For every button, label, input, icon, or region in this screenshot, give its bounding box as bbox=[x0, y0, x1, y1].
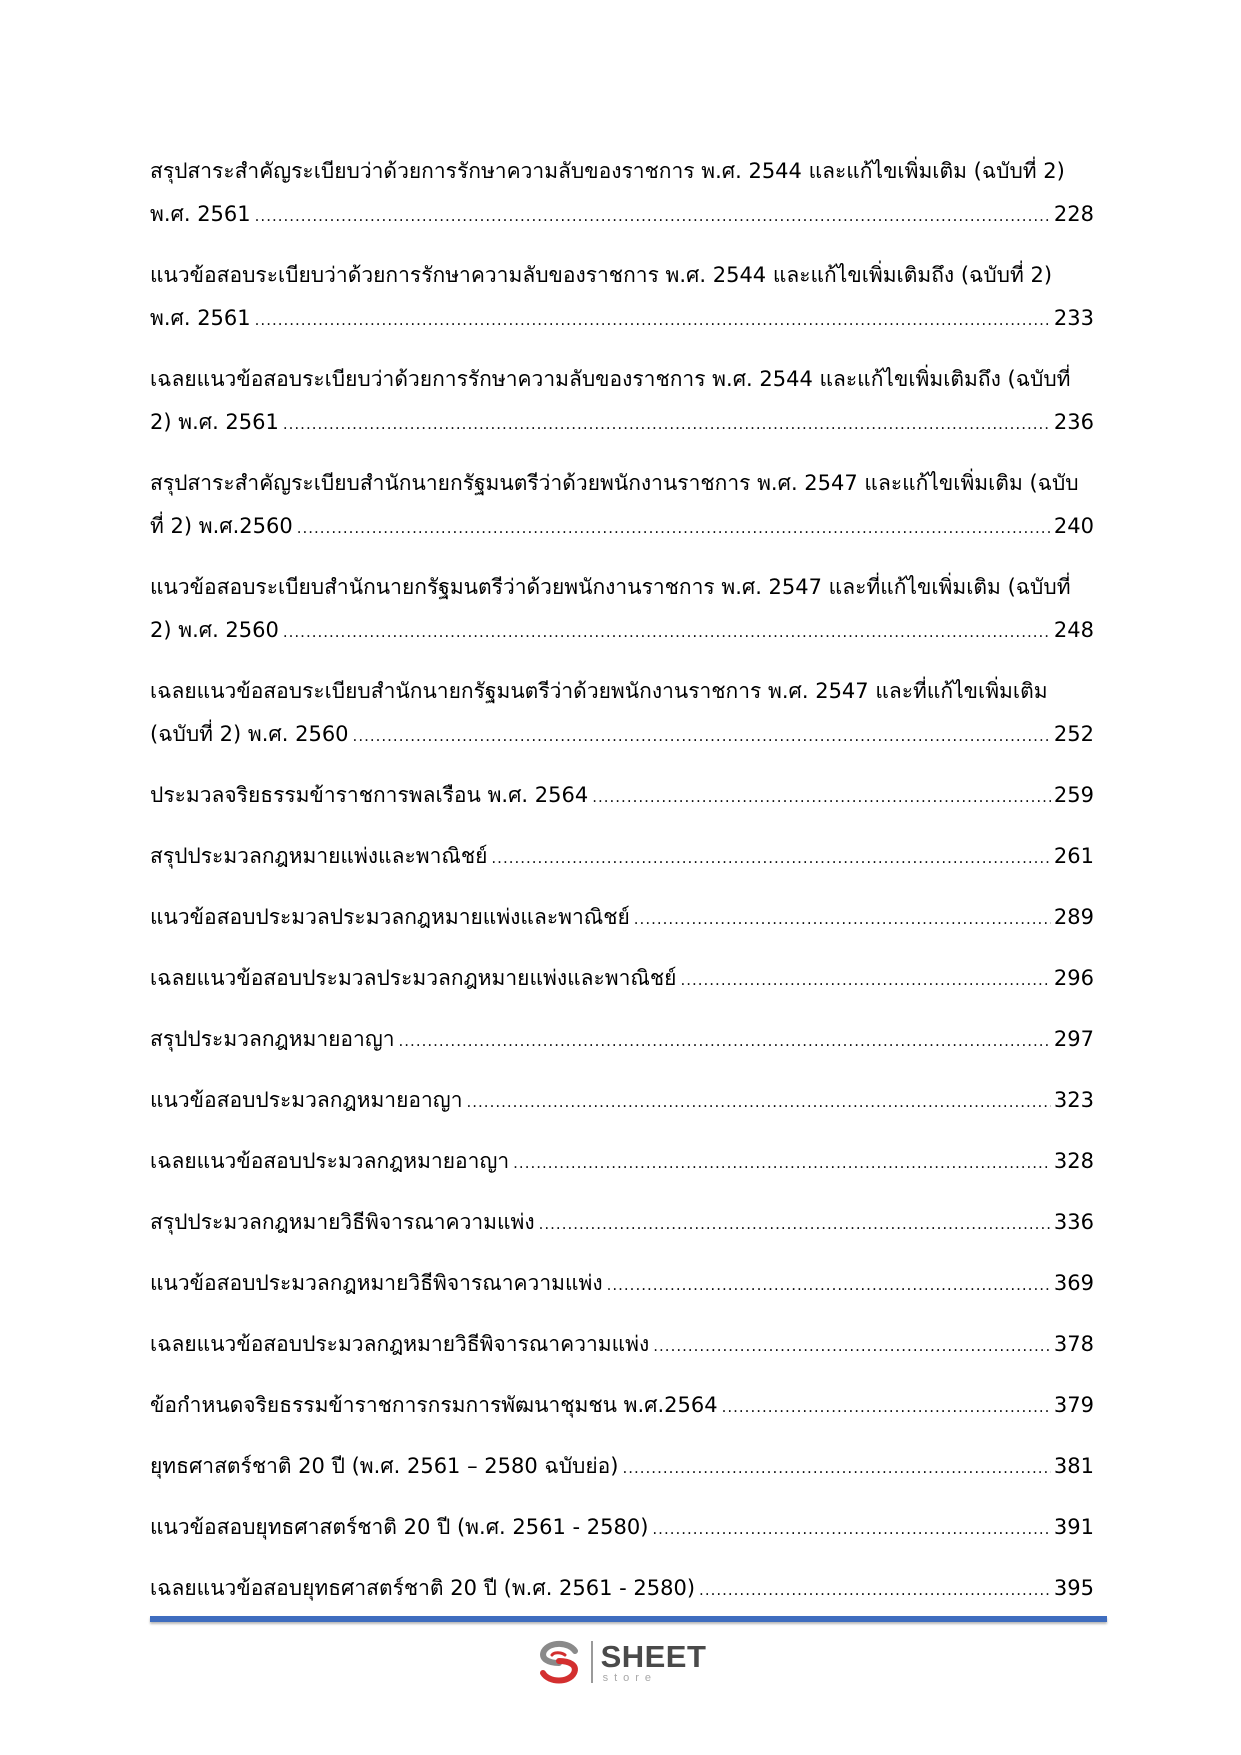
dot-leader bbox=[622, 1447, 1050, 1490]
toc-entry bbox=[150, 957, 1094, 1000]
toc-entry bbox=[150, 1262, 1094, 1305]
toc-entry-page-number: 240 bbox=[1053, 514, 1094, 538]
toc-entry-title: แนวข้อสอบประมวลกฎหมายวิธีพิจารณาความแพ่ง bbox=[150, 1271, 603, 1295]
logo-divider bbox=[591, 1641, 593, 1683]
toc-entry-title: แนวข้อสอบประมวลกฎหมายอาญา bbox=[150, 1088, 463, 1112]
toc-entry-title: แนวข้อสอบยุทธศาสตร์ชาติ 20 ปี (พ.ศ. 2561 - 2580) bbox=[150, 1515, 649, 1539]
toc-entry-title-end: ที่ 2) พ.ศ.2560 bbox=[150, 514, 293, 538]
toc-entry-lead-row bbox=[150, 297, 1094, 340]
toc-entry-lead-row bbox=[150, 896, 1094, 939]
toc-entry-title: เฉลยแนวข้อสอบยุทธศาสตร์ชาติ 20 ปี (พ.ศ. 2561 - 2580) bbox=[150, 1576, 696, 1600]
toc-entry bbox=[150, 896, 1094, 939]
dot-leader bbox=[592, 776, 1051, 819]
toc-entry-lead-row bbox=[150, 1079, 1094, 1122]
dot-leader bbox=[652, 1508, 1051, 1551]
toc-entry-title: เฉลยแนวข้อสอบประมวลประมวลกฎหมายแพ่งและพาณิชย์ bbox=[150, 966, 677, 990]
toc-entry-lead-row bbox=[150, 1018, 1094, 1061]
toc-entry-lead-row bbox=[150, 505, 1094, 548]
dot-leader bbox=[467, 1081, 1051, 1124]
toc-entry-page-number: 261 bbox=[1053, 844, 1094, 868]
toc-entry bbox=[150, 254, 1094, 340]
toc-entry-lead-row bbox=[150, 713, 1094, 756]
toc-entry-lead-row bbox=[150, 609, 1094, 652]
dot-leader bbox=[513, 1142, 1051, 1185]
toc-entry-page-number: 328 bbox=[1053, 1149, 1094, 1173]
toc-entry-title: สรุปประมวลกฎหมายแพ่งและพาณิชย์ bbox=[150, 844, 488, 868]
dot-leader bbox=[297, 507, 1051, 550]
toc-entry-page-number: 336 bbox=[1053, 1210, 1094, 1234]
dot-leader bbox=[634, 898, 1051, 941]
dot-leader bbox=[722, 1386, 1051, 1429]
toc-entry-page-number: 323 bbox=[1053, 1088, 1094, 1112]
toc-entry-page-number: 297 bbox=[1053, 1027, 1094, 1051]
page-footer bbox=[0, 1636, 1241, 1688]
toc-entry-page-number: 296 bbox=[1053, 966, 1094, 990]
toc-entry-page-number: 395 bbox=[1053, 1576, 1094, 1600]
toc-entry-page-number: 379 bbox=[1053, 1393, 1094, 1417]
toc-entry-lead-row bbox=[150, 774, 1094, 817]
toc-entry-lead-row bbox=[150, 1262, 1094, 1305]
toc-entry-page-number: 228 bbox=[1053, 202, 1094, 226]
sheet-store-logo bbox=[535, 1638, 707, 1686]
toc-entry-title-line: สรุปสาระสำคัญระเบียบว่าด้วยการรักษาความลับของราชการ พ.ศ. 2544 และแก้ไขเพิ่มเติม (ฉบับที่ 2) bbox=[150, 159, 1065, 183]
toc-entry-page-number: 369 bbox=[1053, 1271, 1094, 1295]
dot-leader bbox=[653, 1325, 1051, 1368]
toc-entry bbox=[150, 1445, 1094, 1488]
table-of-contents bbox=[150, 150, 1094, 1628]
toc-entry-title-line: เฉลยแนวข้อสอบระเบียบว่าด้วยการรักษาความลับของราชการ พ.ศ. 2544 และแก้ไขเพิ่มเติมถึง (ฉบับที่ bbox=[150, 367, 1071, 391]
toc-entry-lead-row bbox=[150, 957, 1094, 1000]
toc-entry-lead-row bbox=[150, 1506, 1094, 1549]
toc-entry-page-number: 378 bbox=[1053, 1332, 1094, 1356]
toc-entry-title-end: พ.ศ. 2561 bbox=[150, 306, 251, 330]
dot-leader bbox=[255, 195, 1051, 238]
toc-entry-lead-row bbox=[150, 193, 1094, 236]
toc-entry-title: เฉลยแนวข้อสอบประมวลกฎหมายวิธีพิจารณาความแพ่ง bbox=[150, 1332, 650, 1356]
toc-entry-lead-row bbox=[150, 1445, 1094, 1488]
toc-entry-title-end: พ.ศ. 2561 bbox=[150, 202, 251, 226]
toc-entry-page-number: 381 bbox=[1053, 1454, 1094, 1478]
toc-entry bbox=[150, 670, 1094, 756]
logo-word: SHEET bbox=[600, 1638, 707, 1674]
toc-entry bbox=[150, 150, 1094, 236]
dot-leader bbox=[491, 837, 1051, 880]
toc-entry-title-end: 2) พ.ศ. 2560 bbox=[150, 618, 279, 642]
toc-entry-page-number: 233 bbox=[1053, 306, 1094, 330]
toc-entry bbox=[150, 1140, 1094, 1183]
toc-entry-lead-row bbox=[150, 835, 1094, 878]
toc-entry bbox=[150, 774, 1094, 817]
toc-entry-title: แนวข้อสอบประมวลประมวลกฎหมายแพ่งและพาณิชย์ bbox=[150, 905, 630, 929]
toc-entry-page-number: 252 bbox=[1053, 722, 1094, 746]
dot-leader bbox=[539, 1203, 1051, 1246]
dot-leader bbox=[283, 403, 1051, 446]
toc-entry-lead-row bbox=[150, 1201, 1094, 1244]
toc-entry-page-number: 248 bbox=[1053, 618, 1094, 642]
toc-entry-page-number: 391 bbox=[1053, 1515, 1094, 1539]
toc-entry-title-line: แนวข้อสอบระเบียบสำนักนายกรัฐมนตรีว่าด้วยพนักงานราชการ พ.ศ. 2547 และที่แก้ไขเพิ่มเติม (ฉบับที่ bbox=[150, 575, 1071, 599]
toc-entry bbox=[150, 1567, 1094, 1610]
toc-entry bbox=[150, 1384, 1094, 1427]
toc-entry bbox=[150, 358, 1094, 444]
sheet-store-emblem-icon bbox=[535, 1638, 583, 1686]
toc-entry-title: ประมวลจริยธรรมข้าราชการพลเรือน พ.ศ. 2564 bbox=[150, 783, 589, 807]
dot-leader bbox=[255, 299, 1051, 342]
toc-entry-title-end: 2) พ.ศ. 2561 bbox=[150, 410, 279, 434]
toc-entry-title: ข้อกำหนดจริยธรรมข้าราชการกรมการพัฒนาชุมชน พ.ศ.2564 bbox=[150, 1393, 718, 1417]
toc-entry-title: สรุปประมวลกฎหมายวิธีพิจารณาความแพ่ง bbox=[150, 1210, 535, 1234]
dot-leader bbox=[353, 715, 1051, 758]
toc-entry-lead-row bbox=[150, 1384, 1094, 1427]
dot-leader bbox=[399, 1020, 1051, 1063]
logo-subword: store bbox=[602, 1671, 658, 1684]
toc-entry-title-line: เฉลยแนวข้อสอบระเบียบสำนักนายกรัฐมนตรีว่าด้วยพนักงานราชการ พ.ศ. 2547 และที่แก้ไขเพิ่มเติม bbox=[150, 679, 1048, 703]
toc-entry bbox=[150, 1323, 1094, 1366]
toc-entry-lead-row bbox=[150, 1323, 1094, 1366]
dot-leader bbox=[680, 959, 1050, 1002]
dot-leader bbox=[699, 1569, 1051, 1612]
logo-wordmark bbox=[600, 1638, 707, 1684]
toc-entry-title-end: (ฉบับที่ 2) พ.ศ. 2560 bbox=[150, 722, 349, 746]
toc-entry bbox=[150, 566, 1094, 652]
toc-entry bbox=[150, 462, 1094, 548]
toc-entry-page-number: 259 bbox=[1053, 783, 1094, 807]
toc-entry-lead-row bbox=[150, 401, 1094, 444]
footer-divider-rule bbox=[150, 1616, 1107, 1622]
toc-entry-title: เฉลยแนวข้อสอบประมวลกฎหมายอาญา bbox=[150, 1149, 510, 1173]
toc-entry-title-line: แนวข้อสอบระเบียบว่าด้วยการรักษาความลับของราชการ พ.ศ. 2544 และแก้ไขเพิ่มเติมถึง (ฉบับที่ 2) bbox=[150, 263, 1053, 287]
toc-entry-title: ยุทธศาสตร์ชาติ 20 ปี (พ.ศ. 2561 – 2580 ฉบับย่อ) bbox=[150, 1454, 619, 1478]
toc-entry-lead-row bbox=[150, 1140, 1094, 1183]
dot-leader bbox=[607, 1264, 1051, 1307]
toc-entry bbox=[150, 1506, 1094, 1549]
toc-entry bbox=[150, 835, 1094, 878]
toc-entry bbox=[150, 1018, 1094, 1061]
toc-entry-title: สรุปประมวลกฎหมายอาญา bbox=[150, 1027, 395, 1051]
toc-entry-page-number: 289 bbox=[1053, 905, 1094, 929]
toc-entry-title-line: สรุปสาระสำคัญระเบียบสำนักนายกรัฐมนตรีว่าด้วยพนักงานราชการ พ.ศ. 2547 และแก้ไขเพิ่มเติม (ฉบับ bbox=[150, 471, 1079, 495]
toc-entry-page-number: 236 bbox=[1053, 410, 1094, 434]
toc-entry bbox=[150, 1201, 1094, 1244]
toc-entry bbox=[150, 1079, 1094, 1122]
dot-leader bbox=[283, 611, 1051, 654]
toc-entry-lead-row bbox=[150, 1567, 1094, 1610]
